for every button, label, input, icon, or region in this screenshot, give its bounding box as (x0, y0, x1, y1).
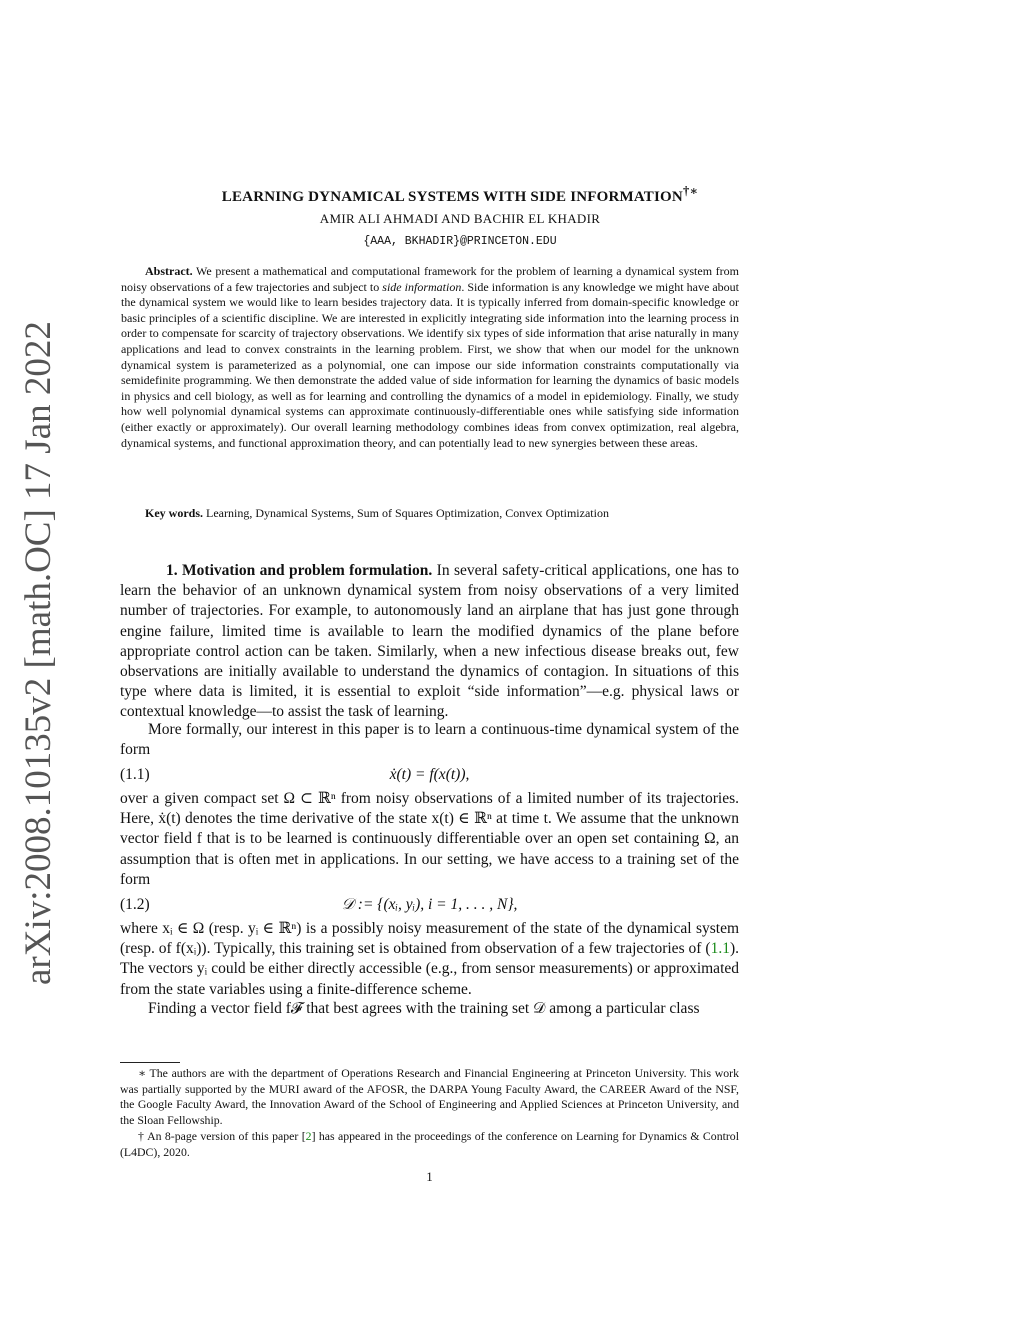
citation-reference-link[interactable]: 2 (305, 1129, 312, 1143)
keywords (145, 506, 745, 521)
keywords-text: Learning, Dynamical Systems, Sum of Squares Optimization, Convex Optimization (206, 506, 609, 520)
paragraph-setting: over a given compact set Ω ⊂ ℝⁿ from noisy observations of a limited number of its trajectories. Here, ẋ(t) denotes the time derivative of the state x(t) ∈ ℝⁿ at time t. We assume that the unknown vector field f that is to be learned is continuously differentiable over an open set containing Ω, an assumption that is often met in applications. In our setting, we have access to a training set of the form (120, 790, 739, 888)
author-email-text: {AAA, BKHADIR}@PRINCETON.EDU (363, 235, 557, 248)
paper-title (120, 183, 800, 206)
equation-1-1-expression: ẋ(t) = f(x(t)), (389, 766, 470, 783)
title-footnote-marks: †∗ (682, 184, 699, 198)
paragraph-finding: Finding a vector field f𝓕 that best agrees with the training set 𝒟 among a particular class (148, 1000, 700, 1017)
author-list: AMIR ALI AHMADI AND BACHIR EL KHADIR (319, 211, 601, 226)
paragraph-1-text: In several safety-critical applications, one has to learn the behavior of an unknown dynamical system from noisy observations of a very limited number of trajectories. For example, to autonomously land an airplane that has just gone through engine failure, limited time is available to learn the modified dynamics of the plane before appropriate control action can be taken. Similarly, when a new infectious disease breaks out, few observations are initially available to understand the dynamics of contagion. In situations of this type where data is limited, it is essential to exploit “side information”—e.g. physical laws or contextual knowledge—to assist the task of learning. (120, 562, 739, 721)
footnote-version (120, 1129, 739, 1160)
equation-1-2-expression: 𝒟 := {(xᵢ, yᵢ), i = 1, . . . , N}, (341, 896, 518, 913)
keywords-label: Key words. (145, 506, 203, 520)
abstract (121, 264, 739, 451)
paragraph-training-set (120, 919, 739, 1000)
section-heading: 1. Motivation and problem formulation. (166, 562, 433, 579)
author-email (120, 232, 800, 248)
paragraph-4-text-b: ). The vectors yᵢ could be either directly accessible (e.g., from sensor measurements) or approximated from the state variables using a finite-difference scheme. (120, 940, 739, 998)
equation-reference-link[interactable]: 1.1 (710, 940, 730, 958)
paragraph-4-text-a: where xᵢ ∈ Ω (resp. yᵢ ∈ ℝⁿ) is a possibly noisy measurement of the state of the dynamical system (resp. of f(xᵢ)). Typically, this training set is obtained from observation of a few trajectories of ( (120, 920, 739, 958)
footnote-authors: ∗ The authors are with the department of Operations Research and Financial Engineering at Princeton University. This work was partially supported by the MURI award of the AFOSR, the DARPA Young Faculty Award, the CAREER Award of the NSF, the Google Faculty Award, the Innovation Award of the School of Engineering and Applied Sciences at Princeton University, and the Sloan Fellowship. (120, 1066, 739, 1127)
abstract-text-b: . Side information is any knowledge we might have about the dynamical system we would like to learn besides trajectory data. It is typically inferred from domain-specific knowledge or basic principles of a scientific discipline. We are interested in explicitly integrating side information into the learning process in order to compensate for scarcity of trajectory observations. We identify six types of side information that arise naturally in many applications and lead to convex constraints in the learning problem. First, we show that when our model for the unknown dynamical system is parameterized as a polynomial, one can impose our side information constraints computationally via semidefinite programming. We then demonstrate the added value of side information for learning the dynamics of basic models in physics and cell biology, as well as for learning and controlling the dynamics of a model in epidemiology. Finally, we study how well polynomial dynamical systems can approximate continuously-differentiable ones while satisfying side information (either exactly or approximately). Our overall learning methodology combines ideas from convex optimization, real algebra, dynamical systems, and functional approximation theory, and can potentially lead to new synergies between these areas. (121, 279, 739, 450)
equation-1-2-number: (1.2) (120, 896, 150, 913)
paragraph-formal: More formally, our interest in this paper is to learn a continuous-time dynamical system of the form (120, 721, 739, 759)
footnote-divider (120, 1062, 180, 1063)
equation-1-1-number: (1.1) (120, 766, 150, 783)
paragraph-motivation (120, 561, 739, 723)
footnote-2-text-a: † An 8-page version of this paper [ (138, 1129, 306, 1143)
abstract-label: Abstract. (145, 264, 193, 278)
paper-title-text: LEARNING DYNAMICAL SYSTEMS WITH SIDE INFORMATION (221, 189, 683, 205)
page-number: 1 (426, 1169, 433, 1184)
abstract-emphasis: side information (382, 279, 462, 294)
footnote-2-text-b: ] has appeared in the proceedings of the conference on Learning for Dynamics & Control (L4DC), 2020. (120, 1129, 739, 1159)
arxiv-identifier-stamp: arXiv:2008.10135v2 [math.OC] 17 Jan 2022 (18, 321, 59, 985)
abstract-text-a: We present a mathematical and computational framework for the problem of learning a dynamical system from noisy observations of a few trajectories and subject to (121, 264, 739, 294)
